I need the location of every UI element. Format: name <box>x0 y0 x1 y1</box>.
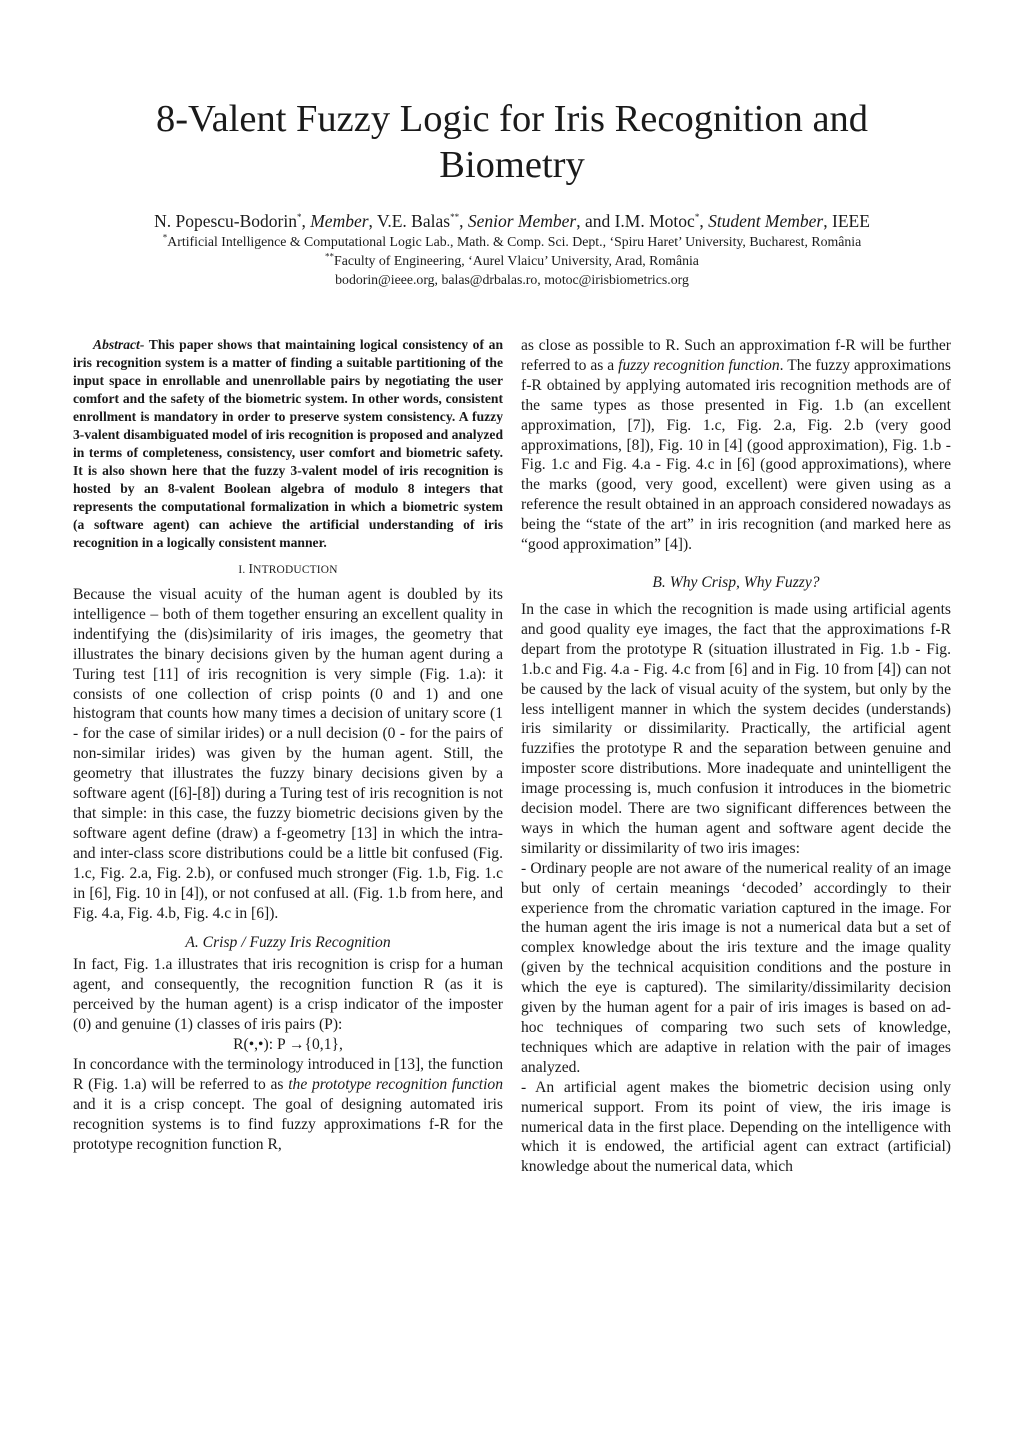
subsection-a-paragraph-1: In fact, Fig. 1.a illustrates that iris recognition is crisp for a human agent, and consequently, the recognition function R (as it is perceived by the human agent) is a crisp indicator of the imposter (0) and genuine (1) classes of iris pairs (P): <box>73 956 503 1034</box>
lead-text-after: . The fuzzy approximations f-R obtained by applying automated iris recognition methods are of the same types as those presented in Fig. 1.b (an excellent approximation, [7]), Fig. 1.c, Fig. 2.a, Fig. 2.b (very good approximations, [8]), Fig. 10 in [4] (good approximation), Fig. 1.b - Fig. 1.c and Fig. 4.a - Fig. 4.c in [6] (good approximations), where the marks (good, very good, excellent) were given using as a reference the result obtained in an approach considered nowadays as being the “state of the art” in iris recognition (and marked here as “good approximation” [4]). <box>521 356 951 554</box>
affiliation-2-text: Faculty of Engineering, ‘Aurel Vlaicu’ University, Arad, România <box>334 253 699 268</box>
section-title-initial: I <box>248 561 254 576</box>
recognition-function-formula: R(•,•): P →{0,1}, <box>233 1036 343 1054</box>
abstract-label: Abstract- <box>93 337 145 352</box>
subsection-b-bullet-1: - Ordinary people are not aware of the numerical reality of an image but only of certain meanings ‘decoded’ accordingly to their experience from the chromatic variation captured in the image. For the human agent the iris image is not a numerical data but a set of complex knowledge about the iris texture and the image quality (given by the technical acquisition conditions and the posture in which the eye is captured). The similarity/dissimilarity decision given by the human agent for a pair of iris images is based on ad-hoc techniques of comparing two such sets of knowledge, techniques which are adaptive in relation with the pair of images analyzed. <box>521 859 951 1076</box>
lead-emphasis: fuzzy recognition function <box>618 356 780 374</box>
affiliation-1 <box>40 233 984 251</box>
author-2-role: Senior Member <box>467 211 577 231</box>
affiliation-1-mark: * <box>162 232 168 243</box>
author-line: N. Popescu-Bodorin*, Member, V.E. Balas**, Senior Member, and I.M. Motoc*, Student Member, IEEE <box>154 211 870 231</box>
author-3-role: Student Member <box>708 211 824 231</box>
left-column <box>73 336 503 1154</box>
introduction-paragraph: Because the visual acuity of the human agent is doubled by its intelligence – both of them together ensuring an excellent quality in indentifying the (dis)similarity of iris images, the geometry that illustrates the binary decisions given by the human agent during a Turing test [11] of iris recognition is very simple (Fig. 1.a): it consists of one collection of crisp points (0 and 1) and one histogram that counts how many times a decision of unitary score (1 - for the case of similar irides) or a null decision (0 - for the pairs of non-similar irides) was given by the human agent. Still, the geometry that illustrates the fuzzy binary decisions given by a software agent ([6]-[8]) during a Turing test of iris recognition is not that simple: in this case, the fuzzy biometric decisions given by the software agent define (draw) a f-geometry [13] in which the intra- and inter-class score distributions could be a little bit confused (Fig. 1.c, Fig. 2.a, Fig. 2.b), or confused much stronger (Fig. 1.b, Fig. 1.c in [6], Fig. 10 in [4]), or not confused at all. (Fig. 1.b from here, and Fig. 4.a, Fig. 4.b, Fig. 4.c in [6]). <box>73 586 503 922</box>
section-heading-introduction <box>73 561 503 578</box>
subsection-b-paragraph-1: In the case in which the recognition is made using artificial agents and good quality eye images, the fact that the approximations f-R depart from the prototype R (situation illustrated in Fig. 1.b - Fig. 1.b.c and Fig. 4.a - Fig. 4.c from [6] and in Fig. 10 from [4]) can not be caused by the lack of visual acuity of the system, but only by the less intelligent manner in which the system decides (understands) iris similarity or dissimilarity. Practically, the artificial agent fuzzifies the prototype R and the separation between genuine and imposter score distributions. More inadequate and unintelligent the image processing is, much confusion it introduces in the biometric decision model. There are two significant differences between the ways in which the human agent and software agent decide the similarity or dissimilarity of two iris images: <box>521 600 951 857</box>
affiliation-2 <box>40 252 984 270</box>
p2-text-before: In concordance with the terminology introduced in [13], the function R (Fig. 1.a) will be referred to as <box>73 1055 503 1093</box>
author-1-role: Member <box>310 211 369 231</box>
author-1-mark: * <box>296 212 302 223</box>
affiliation-1-text: Artificial Intelligence & Computational Logic Lab., Math. & Comp. Sci. Dept., ‘Spiru Haret’ University, Bucharest, România <box>167 234 862 249</box>
abstract <box>73 336 503 552</box>
lead-text-before: as close as possible to R. Such an approximation f-R will be further referred to as a <box>521 337 951 374</box>
abstract-text: This paper shows that maintaining logical consistency of an iris recognition system is a matter of finding a suitable partitioning of the input space in enrollable and unenrollable pairs by negotiating the user comfort and the safety of the biometric system. In other words, consistent enrollment is mandatory in order to preserve system consistency. A fuzzy 3-valent disambiguated model of iris recognition is proposed and analyzed in terms of completeness, consistency, user comfort and biometric safety. It is also shown here that the fuzzy 3-valent model of iris recognition is hosted by an 8-valent Boolean algebra of modulo 8 integers that represents the computational formalization in which a biometric system (a software agent) can achieve the artificial understanding of iris recognition in a logically consistent manner. <box>73 337 504 550</box>
paper-title: 8-Valent Fuzzy Logic for Iris Recognition and Biometry <box>155 98 869 186</box>
section-number: I. <box>238 564 246 576</box>
p2-emphasis: the prototype recognition function <box>288 1075 504 1093</box>
subsection-a-paragraph-2 <box>73 1055 503 1155</box>
right-column <box>521 336 951 1177</box>
author-3-mark: * <box>694 212 700 223</box>
author-1-name: N. Popescu-Bodorin <box>154 211 297 231</box>
author-2-name: V.E. Balas <box>376 211 451 231</box>
author-emails: bodorin@ieee.org, balas@drbalas.ro, motoc@irisbiometrics.org <box>335 272 689 287</box>
affiliation-2-mark: ** <box>325 251 335 262</box>
author-2-mark: ** <box>450 212 460 223</box>
p2-text-after: and it is a crisp concept. The goal of designing automated iris recognition systems is to find fuzzy approximations f-R for the prototype recognition function R, <box>73 1095 503 1153</box>
author-society: IEEE <box>832 211 870 231</box>
section-title-rest: NTRODUCTION <box>253 564 338 576</box>
subsection-heading-a: A. Crisp / Fuzzy Iris Recognition <box>185 934 391 952</box>
author-3-name: I.M. Motoc <box>614 211 695 231</box>
subsection-b-bullet-2: - An artificial agent makes the biometric decision using only numerical support. From its point of view, the iris image is numerical data in the first place. Depending on the intelligence with which it is endowed, the artificial agent can extract (artificial) knowledge about the numerical data, which <box>521 1078 951 1176</box>
subsection-heading-b: B. Why Crisp, Why Fuzzy? <box>652 573 820 591</box>
right-column-lead-paragraph <box>521 336 951 555</box>
